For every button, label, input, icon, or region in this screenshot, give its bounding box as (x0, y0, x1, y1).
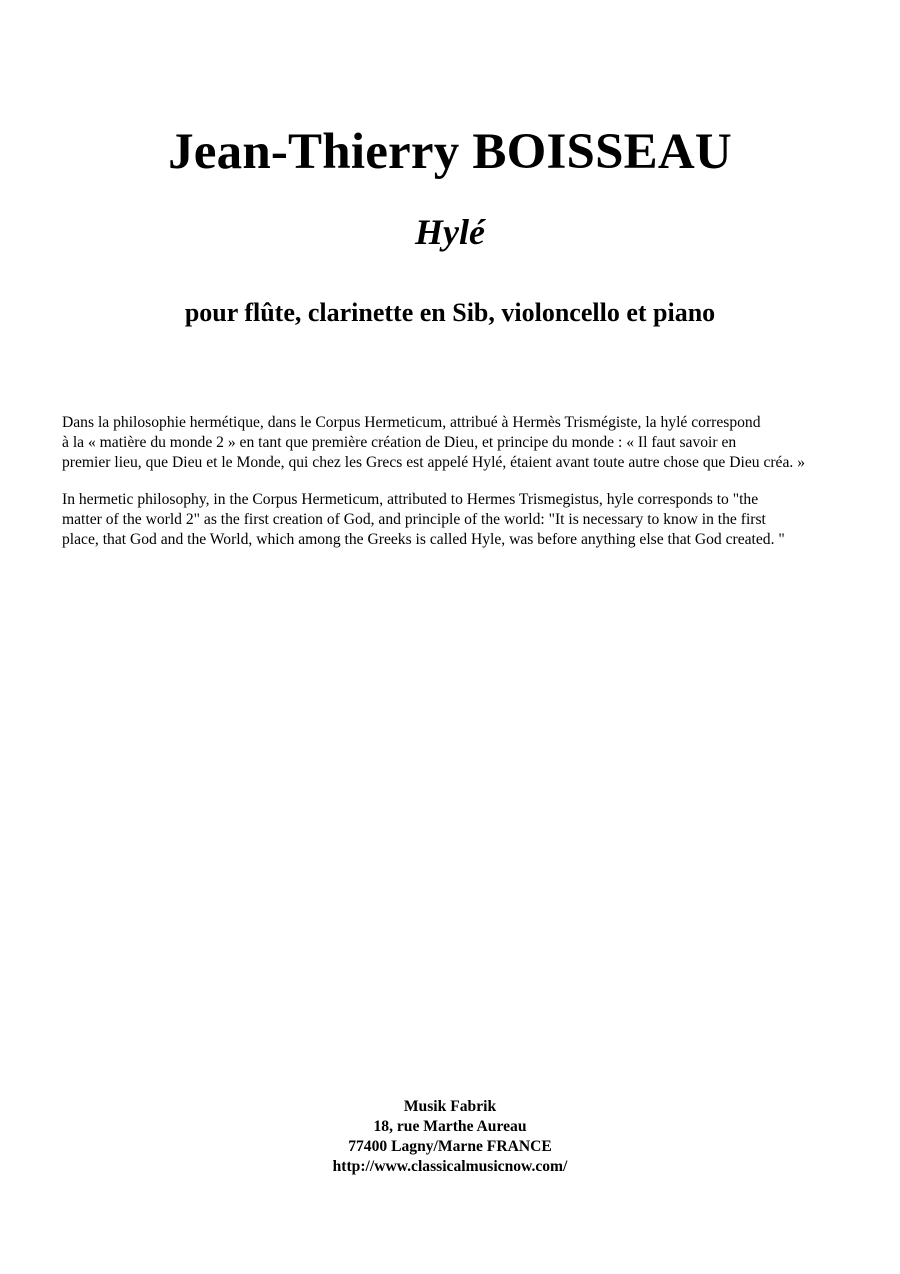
description-french-line: à la « matière du monde 2 » en tant que première création de Dieu, et principe du monde : « Il faut savoir en (62, 434, 737, 451)
description-english-line: In hermetic philosophy, in the Corpus Hermeticum, attributed to Hermes Trismegistus, hyle corresponds to "the (62, 491, 759, 508)
publisher-street: 18, rue Marthe Aureau (373, 1118, 527, 1135)
description-french-line: premier lieu, que Dieu et le Monde, qui chez les Grecs est appelé Hylé, étaient avant toute autre chose que Dieu créa. » (62, 454, 805, 471)
description-english-line: matter of the world 2" as the first creation of God, and principle of the world: "It is necessary to know in the first (62, 511, 766, 528)
publisher-url: http://www.classicalmusicnow.com/ (332, 1158, 568, 1175)
publisher-city: 77400 Lagny/Marne FRANCE (348, 1138, 552, 1155)
description-english (62, 490, 862, 550)
description-english-line: place, that God and the World, which among the Greeks is called Hyle, was before anything else that God created. " (62, 531, 785, 548)
description-french (62, 413, 862, 473)
work-title: Hylé (415, 212, 485, 252)
composer-name: Jean-Thierry BOISSEAU (168, 124, 732, 180)
description-french-line: Dans la philosophie hermétique, dans le Corpus Hermeticum, attribué à Hermès Trismégiste, la hylé correspond (62, 414, 761, 431)
instrumentation: pour flûte, clarinette en Sib, violoncello et piano (184, 298, 716, 327)
publisher-address-block (0, 1097, 900, 1177)
publisher-name: Musik Fabrik (403, 1098, 497, 1115)
